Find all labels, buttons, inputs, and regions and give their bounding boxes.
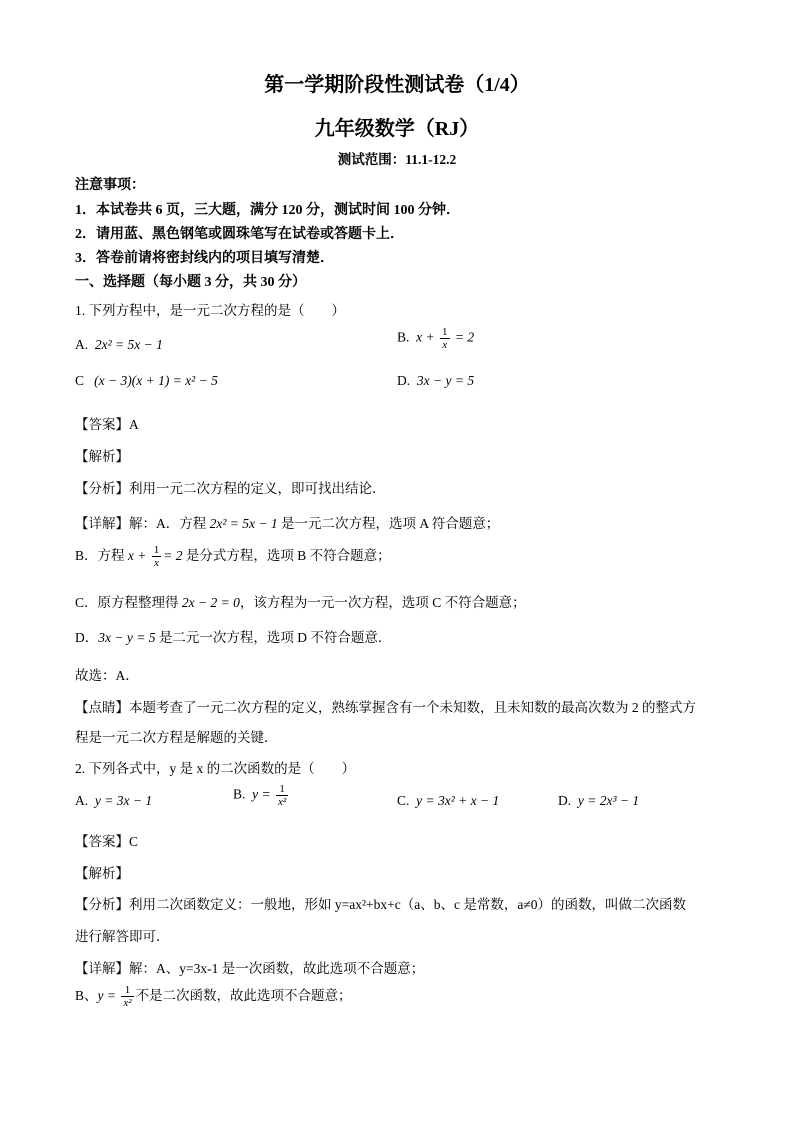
fraction <box>152 544 162 569</box>
option-a <box>75 793 152 809</box>
answer-line: 【答案】C <box>75 834 139 849</box>
option-math: 2x² = 5x − 1 <box>94 337 163 352</box>
detail-b <box>75 984 352 1009</box>
option-math: y = 3x − 1 <box>94 793 153 808</box>
answer-line: 【答案】A <box>75 417 139 432</box>
option-d <box>558 793 639 809</box>
option-c <box>75 373 218 389</box>
fraction-numerator: 1 <box>442 326 448 338</box>
analysis-label: 【解析】 <box>75 866 129 881</box>
page-subtitle: 九年级数学（RJ） <box>314 118 480 140</box>
fraction-numerator: 1 <box>121 984 133 997</box>
note-item: 3．答卷前请将密封线内的项目填写清楚． <box>75 251 334 266</box>
option-a <box>75 337 163 353</box>
detail-text: ，该方程为一元一次方程，选项 C 不符合题意； <box>239 595 526 610</box>
fraction <box>121 984 133 1009</box>
fraction-numerator: 1 <box>276 783 288 796</box>
option-math: = 2 <box>454 329 475 345</box>
option-label: D. <box>558 793 572 808</box>
detail-math: x + <box>127 548 147 563</box>
detail-b <box>75 544 391 569</box>
option-math: 3x − y = 5 <box>416 373 475 388</box>
detail-text: 是二元一次方程，选项 D 不符合题意． <box>155 630 392 645</box>
detail-math: = 2 <box>163 548 183 563</box>
note-item: 2．请用蓝、黑色钢笔或圆珠笔写在试卷或答题卡上． <box>75 227 404 242</box>
option-label: C <box>75 373 85 388</box>
option-label: D. <box>397 373 411 388</box>
detail-text: 是一元二次方程，选项 A 符合题意； <box>277 516 500 531</box>
fraction <box>440 326 450 351</box>
test-range: 测试范围：11.1-12.2 <box>337 152 457 167</box>
detail-text: 【详解】解：A．方程 <box>75 516 210 531</box>
fenxi-line: 【分析】利用二次函数定义：一般地，形如 y=ax²+bx+c（a、b、c 是常数，a≠0）的函数，叫做二次函数 <box>75 897 687 912</box>
fraction-denominator: x <box>154 557 159 570</box>
notes-heading: 注意事项： <box>75 178 145 193</box>
detail-text: 不是二次函数，故此选项不合题意； <box>135 988 352 1003</box>
fenxi-line: 进行解答即可． <box>75 929 170 944</box>
option-label: B. <box>233 786 246 802</box>
detail-math: 2x − 2 = 0 <box>181 595 240 610</box>
question-stem: 1. 下列方程中，是一元二次方程的是（ ） <box>75 303 345 318</box>
option-label: B. <box>397 329 410 345</box>
detail-d <box>75 626 391 646</box>
detail-text: C．原方程整理得 <box>75 595 182 610</box>
option-math: y = 3x² + x − 1 <box>416 793 500 808</box>
option-b <box>233 783 290 808</box>
detail-math: y = <box>97 988 116 1003</box>
detail-text: B、 <box>75 988 98 1003</box>
option-c <box>397 793 499 809</box>
option-math: y = 2x³ − 1 <box>577 793 640 808</box>
option-label: A. <box>75 337 89 352</box>
option-math: y = <box>252 786 271 802</box>
fraction-numerator: 1 <box>153 544 160 557</box>
option-b <box>397 326 474 351</box>
choice-line: 故选：A． <box>75 668 139 683</box>
fraction-denominator: x² <box>123 997 132 1010</box>
section-heading: 一、选择题（每小题 3 分，共 30 分） <box>75 275 306 290</box>
option-math: x + <box>416 329 435 345</box>
detail-math: 3x − y = 5 <box>98 630 156 645</box>
note-item: 1．本试卷共 6 页，三大题，满分 120 分，测试时间 100 分钟． <box>75 203 460 218</box>
comment-line: 程是一元二次方程是解题的关键． <box>75 730 278 745</box>
fraction-denominator: x² <box>278 796 287 808</box>
question-stem: 2. 下列各式中，y 是 x 的二次函数的是（ ） <box>75 761 356 776</box>
fenxi-line: 【分析】利用一元二次方程的定义，即可找出结论． <box>75 481 386 496</box>
analysis-label: 【解析】 <box>75 449 129 464</box>
option-label: A. <box>75 793 89 808</box>
option-label: C. <box>397 793 410 808</box>
detail-text: B．方程 <box>75 548 128 563</box>
option-d <box>397 373 474 389</box>
detail-a: 【详解】解：A、y=3x-1 是一次函数，故此选项不合题意； <box>75 961 425 976</box>
detail-a <box>75 512 499 532</box>
detail-math: 2x² = 5x − 1 <box>209 516 278 531</box>
detail-c <box>75 591 526 611</box>
fraction <box>276 783 288 808</box>
detail-text: D． <box>75 630 99 645</box>
page-title: 第一学期阶段性测试卷（1/4） <box>264 74 530 96</box>
option-math: (x − 3)(x + 1) = x² − 5 <box>94 373 218 388</box>
comment-line: 【点睛】本题考查了一元二次方程的定义，熟练掌握含有一个未知数，且未知数的最高次数为 2 的整式方 <box>75 700 696 715</box>
fraction-denominator: x <box>442 339 448 351</box>
detail-text: 是分式方程，选项 B 不符合题意； <box>182 548 391 563</box>
